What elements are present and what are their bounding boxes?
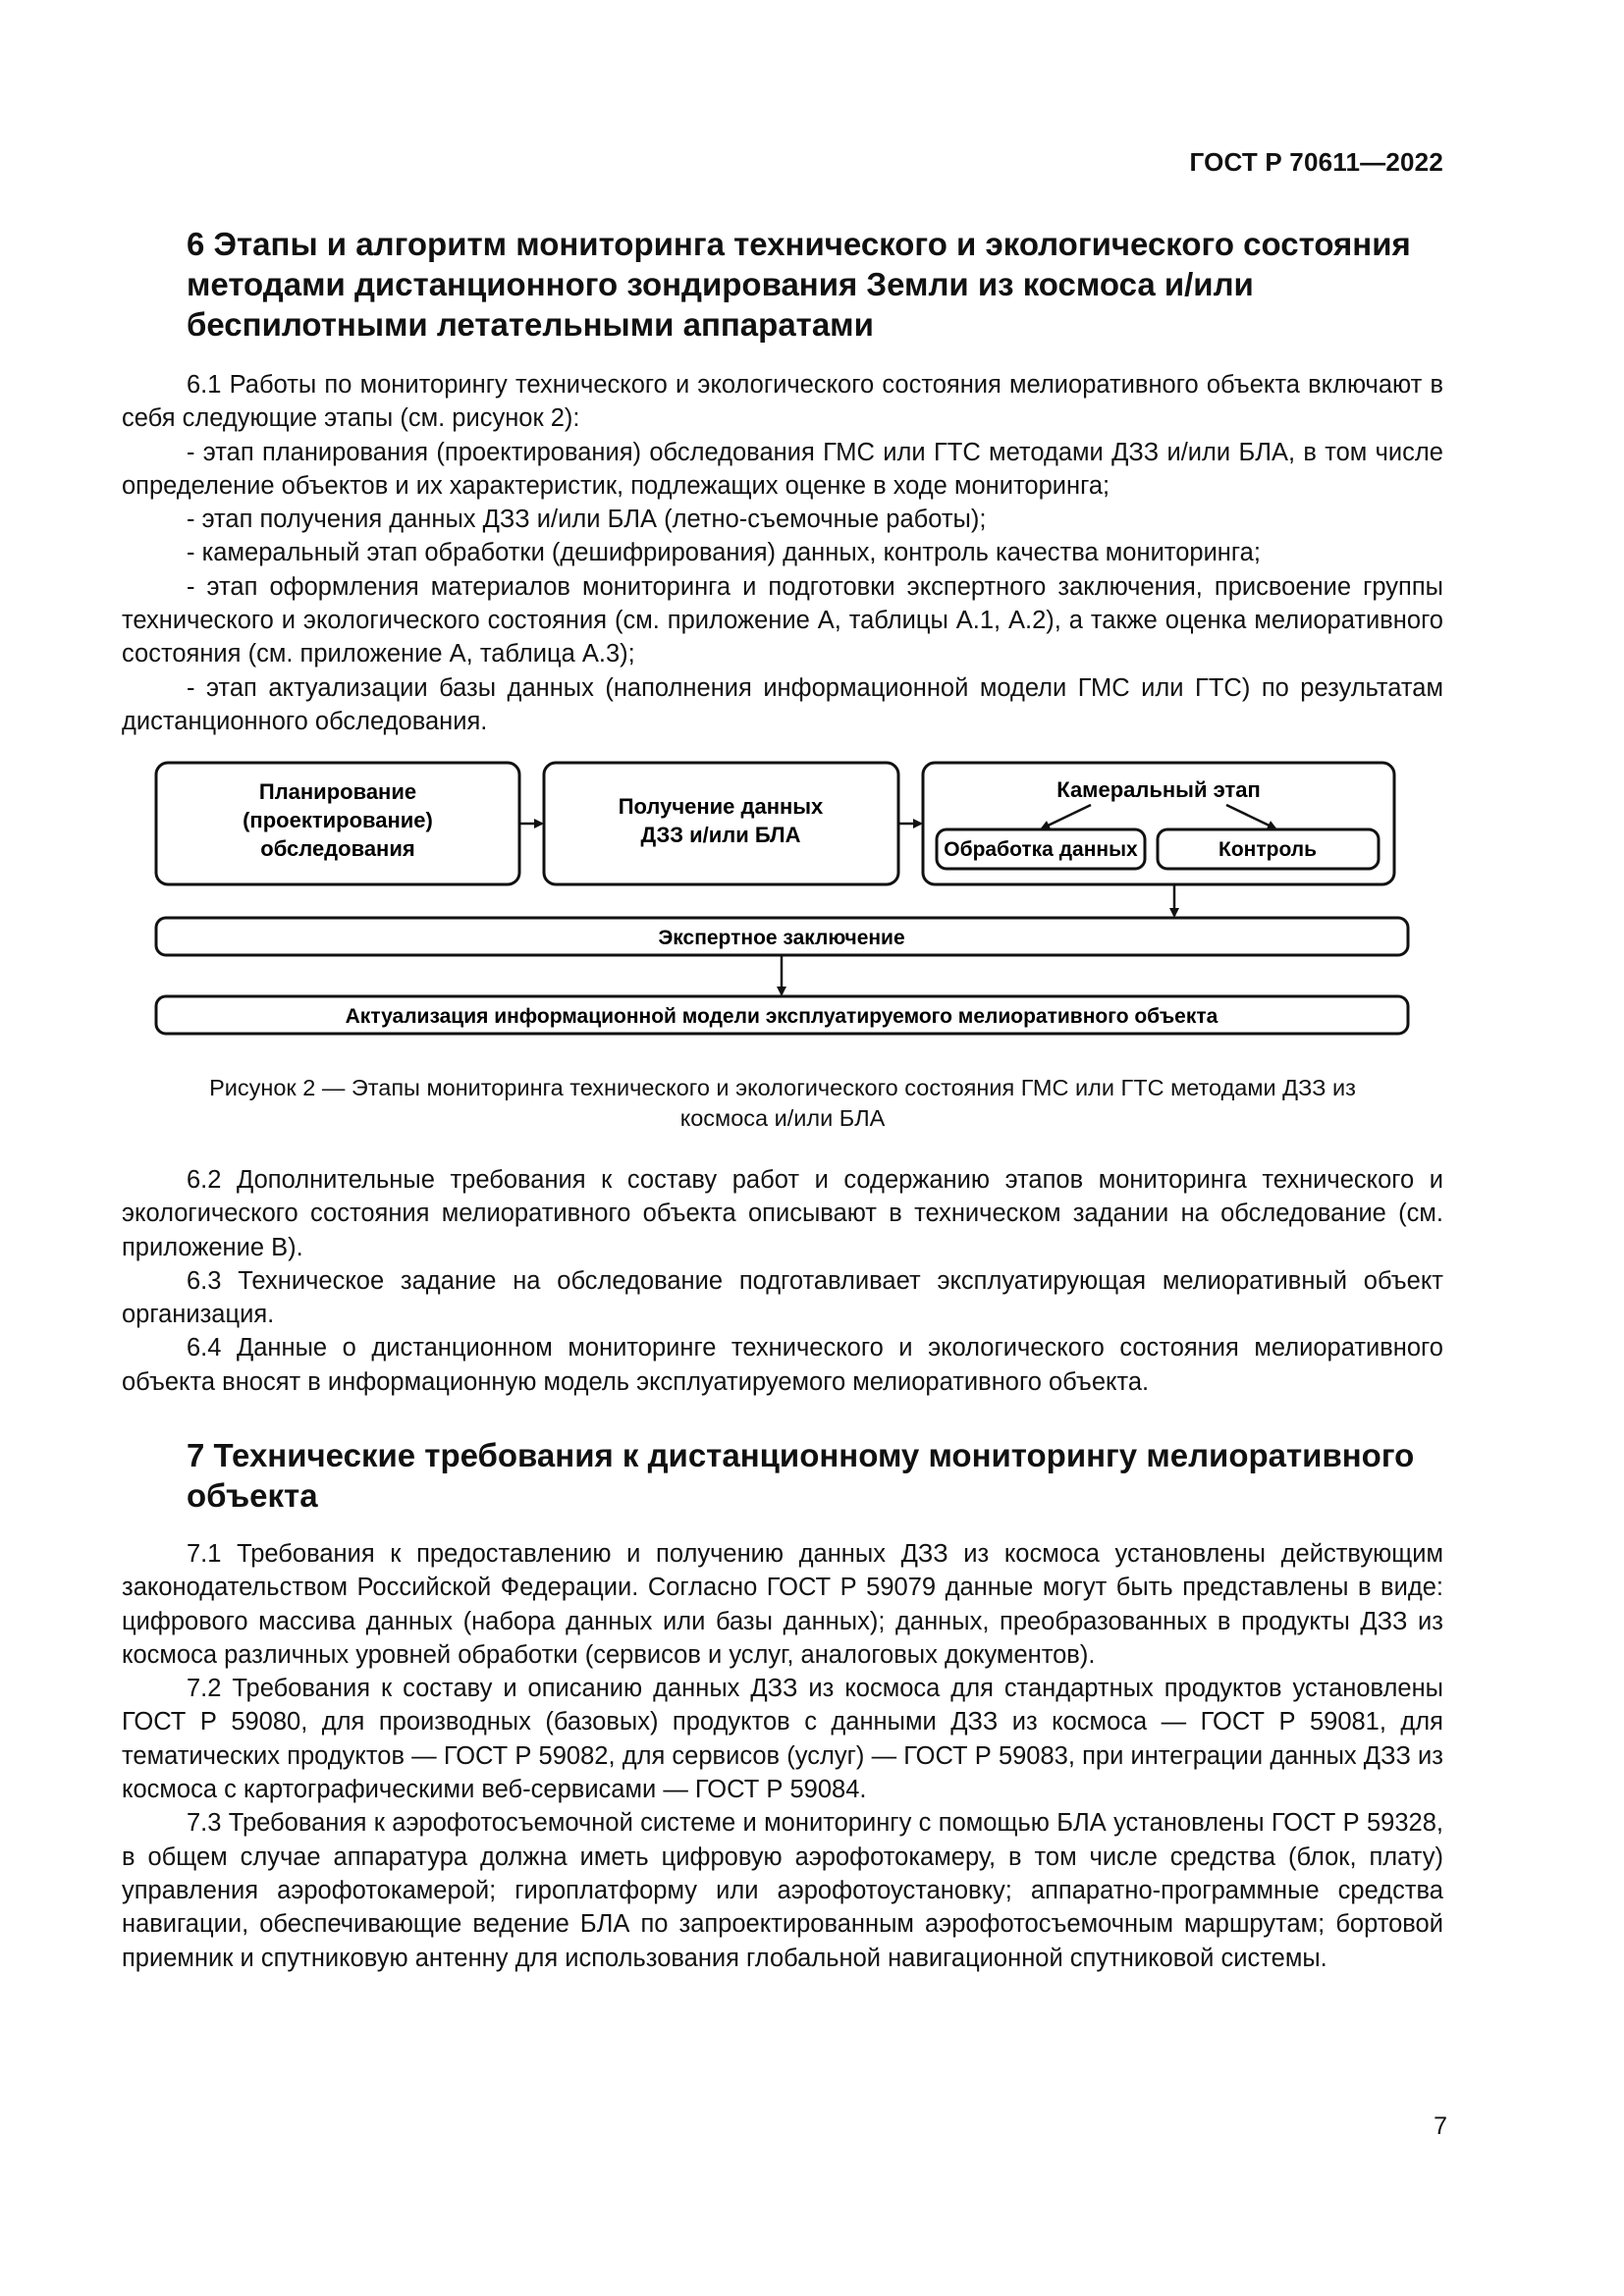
box-planning-line3: обследования (260, 836, 415, 861)
list-item: - этап планирования (проектирования) обследования ГМС или ГТС методами ДЗЗ и/или БЛА, в том числе определение объектов и их характеристик, подлежащих оценке в ходе мониторинга; (122, 438, 1443, 500)
box-expert-label: Экспертное заключение (658, 927, 905, 949)
paragraph-7-2: 7.2 Требования к составу и описанию данных ДЗЗ из космоса для стандартных продуктов установлены ГОСТ Р 59080, для производных (базовых) продуктов с данными ДЗЗ из космоса — ГОСТ Р 59081, для тематических продуктов — ГОСТ Р 59082, для сервисов (услуг) — ГОСТ Р 59083, при интеграции данных ДЗЗ из космоса с картографическими веб-сервисами — ГОСТ Р 59084. (122, 1675, 1443, 1804)
figure-2-diagram (153, 756, 1410, 1050)
figure-caption-line1: Рисунок 2 — Этапы мониторинга технического и экологического состояния ГМС или ГТС методами ДЗЗ из (209, 1075, 1356, 1100)
section-6-title: 6 Этапы и алгоритм мониторинга технического и экологического состояния методами дистанционного зондирования Земли из космоса и/или беспилотными летательными аппаратами (187, 226, 1411, 343)
list-item: - этап получения данных ДЗЗ и/или БЛА (летно-съемочные работы); (187, 506, 987, 534)
list-item: - этап актуализации базы данных (наполнения информационной модели ГМС или ГТС) по результатам дистанционного обследования. (122, 673, 1443, 735)
section-7 (122, 1435, 1443, 1975)
box-processing-label: Обработка данных (944, 838, 1138, 861)
figure-caption (122, 1073, 1443, 1134)
box-data-line2: ДЗЗ и/или БЛА (640, 823, 801, 847)
paragraph-6-2: 6.2 Дополнительные требования к составу работ и содержанию этапов мониторинга технического и экологического состояния мелиоративного объекта описывают в техническом задании на обследование (см. приложение В). (122, 1166, 1443, 1261)
box-planning-line1: Планирование (258, 779, 417, 804)
box-cameral-title: Камеральный этап (1056, 777, 1261, 802)
paragraphs-6-2-to-6-4 (122, 1163, 1443, 1399)
paragraph-7-1: 7.1 Требования к предоставлению и получению данных ДЗЗ из космоса установлены действующим законодательством Российской Федерации. Согласно ГОСТ Р 59079 данные могут быть представлены в виде: цифрового массива данных (набора данных или базы данных); данных, преобразованных в продукты ДЗЗ из космоса различных уровней обработки (сервисов и услуг, аналоговых документов). (122, 1540, 1443, 1669)
list-item: - этап оформления материалов мониторинга и подготовки экспертного заключения, присвоение группы технического и экологического состояния (см. приложение А, таблицы А.1, А.2), а также оценка мелиоративного состояния (см. приложение А, таблица А.3); (122, 572, 1443, 668)
box-control-label: Контроль (1218, 838, 1317, 861)
box-data-line1: Получение данных (618, 794, 824, 819)
page-number: 7 (1434, 2112, 1447, 2140)
list-item: - камеральный этап обработки (дешифрирования) данных, контроль качества мониторинга; (187, 539, 1261, 567)
figure-caption-line2: космоса и/или БЛА (679, 1105, 886, 1131)
paragraph-7-3: 7.3 Требования к аэрофотосъемочной системе и мониторингу с помощью БЛА установлены ГОСТ Р 59328, в общем случае аппаратура должна иметь цифровую аэрофотокамеру, в том числе средства (блок, плату) управления аэрофотокамерой; гироплатформу или аэрофотоустановку; аппаратно-программные средства навигации, обеспечивающие ведение БЛА по запроектированным аэрофотосъемочным маршрутам; бортовой приемник и спутниковую антенну для использования глобальной навигационной спутниковой системы. (122, 1809, 1443, 1972)
paragraph-6-3: 6.3 Техническое задание на обследование подготавливает эксплуатирующая мелиоративный объект организация. (122, 1266, 1443, 1329)
paragraph-6-4: 6.4 Данные о дистанционном мониторинге технического и экологического состояния мелиоративного объекта вносят в информационную модель эксплуатируемого мелиоративного объекта. (122, 1334, 1443, 1396)
box-planning-line2: (проектирование) (243, 808, 433, 832)
box-update-label: Актуализация информационной модели эксплуатируемого мелиоративного объекта (345, 1005, 1218, 1028)
paragraph-6-1: 6.1 Работы по мониторингу технического и экологического состояния мелиоративного объекта включают в себя следующие этапы (см. рисунок 2): (122, 371, 1443, 433)
section-6 (122, 224, 1443, 738)
section-7-title: 7 Технические требования к дистанционному мониторингу мелиоративного объекта (187, 1437, 1415, 1514)
document-code: ГОСТ Р 70611—2022 (1189, 147, 1443, 177)
